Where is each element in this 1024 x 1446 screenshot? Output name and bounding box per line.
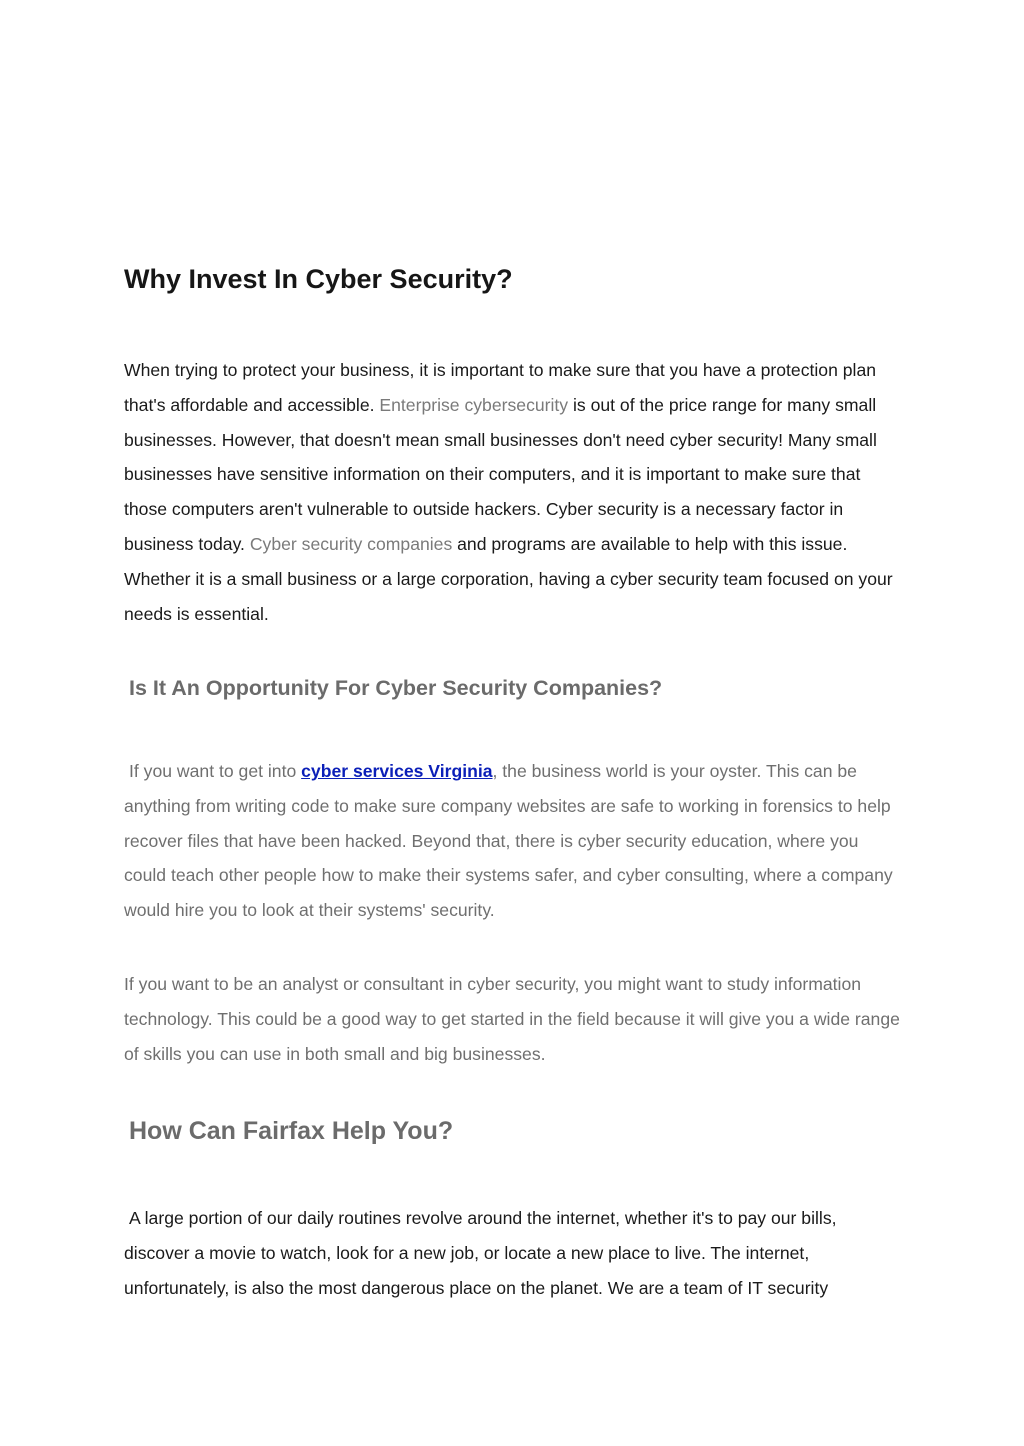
opportunity-paragraph — [124, 754, 904, 928]
intro-text-a: When trying to protect your business, it is important to make sure that you have a protection plan that's affordable and accessible. — [124, 360, 877, 415]
opportunity-text-b: , the business world is your oyster. This can be anything from writing code to make sure company websites are safe to working in forensics to help recover files that have been hacked. Beyond that, there is cyber security education, where you could teach other people how to make their systems safer, and cyber consulting, where a company would hire you to look at their systems' security. — [124, 761, 893, 921]
fairfax-paragraph — [124, 1201, 904, 1305]
intro-text-c: and programs are available to help with this issue. Whether it is a small business or a large corporation, having a cyber security team focused on your needs is essential. — [124, 533, 893, 624]
cyber-security-companies-link[interactable]: Cyber security companies — [249, 533, 453, 554]
intro-paragraph — [124, 353, 904, 631]
fairfax-text: A large portion of our daily routines revolve around the internet, whether it's to pay our bills, discover a movie to watch, look for a new job, or locate a new place to live. The internet, unfortunately, is also the most dangerous place on the planet. We are a team of IT security — [124, 1208, 837, 1298]
page-title: Why Invest In Cyber Security? — [124, 264, 513, 294]
intro-text-b: is out of the price range for many small businesses. However, that doesn't mean small businesses don't need cyber security! Many small businesses have sensitive information on their computers, and it is important to make sure that those computers aren't vulnerable to outside hackers. Cyber security is a necessary factor in business today. — [124, 394, 877, 554]
cyber-services-virginia-link[interactable]: cyber services Virginia — [301, 761, 493, 781]
enterprise-cybersecurity-link[interactable]: Enterprise cybersecurity — [379, 394, 569, 415]
opportunity-heading: Is It An Opportunity For Cyber Security Companies? — [129, 676, 663, 700]
fairfax-heading: How Can Fairfax Help You? — [129, 1117, 454, 1145]
opportunity-text-a: If you want to get into — [129, 761, 302, 781]
analyst-paragraph: If you want to be an analyst or consultant in cyber security, you might want to study information technology. This could be a good way to get started in the field because it will give you a wide range of skills you can use in both small and big businesses. — [124, 974, 900, 1064]
